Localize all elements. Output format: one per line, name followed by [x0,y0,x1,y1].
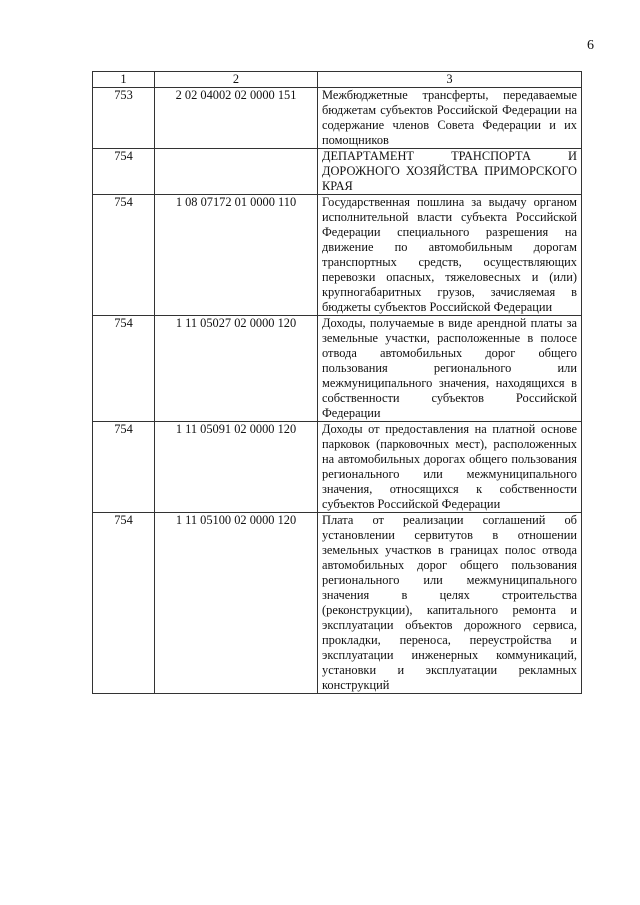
table-row [93,422,582,513]
revenue-code-cell: 1 11 05091 02 0000 120 [155,422,318,513]
revenue-code-cell: 2 02 04002 02 0000 151 [155,88,318,149]
admin-code-cell: 754 [93,195,155,316]
admin-code-cell: 754 [93,316,155,422]
revenue-code-cell: 1 11 05027 02 0000 120 [155,316,318,422]
revenue-name-cell: Доходы, получаемые в виде арендной платы за земельные участки, расположенные в полосе отвода автомобильных дорог общего пользования регионального или межмуниципального значения, находящихся в собственности субъектов Российской Федерации [318,316,582,422]
revenue-name-cell: Плата от реализации соглашений об установлении сервитутов в отношении земельных участков в границах полос отвода автомобильных дорог общего пользования регионального или межмуниципального значения в целях строительства (реконструкции), капитального ремонта и эксплуатации объектов дорожного сервиса, прокладки, переноса, переустройства и эксплуатации инженерных коммуникаций, установки и эксплуатации рекламных конструкций [318,513,582,694]
table-header-row [93,72,582,88]
revenue-code-cell: 1 08 07172 01 0000 110 [155,195,318,316]
revenue-code-cell: 1 11 05100 02 0000 120 [155,513,318,694]
revenue-code-cell [155,149,318,195]
column-header-3: 3 [318,72,582,88]
revenue-codes-table [92,71,582,694]
revenue-name-cell: Межбюджетные трансферты, передаваемые бюджетам субъектов Российской Федерации на содержание членов Совета Федерации и их помощников [318,88,582,149]
table-row [93,316,582,422]
revenue-name-cell: Доходы от предоставления на платной основе парковок (парковочных мест), расположенных на автомобильных дорогах общего пользования регионального или межмуниципального значения, относящихся к собственности субъектов Российской Федерации [318,422,582,513]
table-row [93,88,582,149]
column-header-2: 2 [155,72,318,88]
table-row [93,149,582,195]
revenue-name-cell: Государственная пошлина за выдачу органом исполнительной власти субъекта Российской Федерации специального разрешения на движение по автомобильным дорогам транспортных средств, осуществляющих перевозки опасных, тяжеловесных и (или) крупногабаритных грузов, зачисляемая в бюджеты субъектов Российской Федерации [318,195,582,316]
column-header-1: 1 [93,72,155,88]
table-row [93,513,582,694]
table-row [93,195,582,316]
department-name-cell: ДЕПАРТАМЕНТ ТРАНСПОРТА И ДОРОЖНОГО ХОЗЯЙСТВА ПРИМОРСКОГО КРАЯ [318,149,582,195]
admin-code-cell: 753 [93,88,155,149]
admin-code-cell: 754 [93,149,155,195]
admin-code-cell: 754 [93,513,155,694]
admin-code-cell: 754 [93,422,155,513]
page-number: 6 [587,38,594,53]
